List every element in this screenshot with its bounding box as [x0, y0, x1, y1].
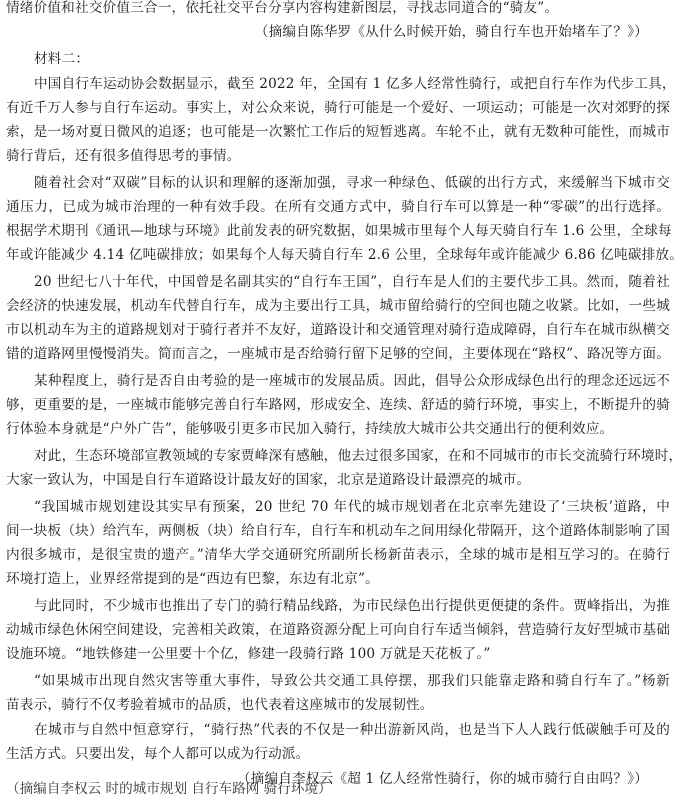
text-line: 环境打造上，业界经常提到的是“西边有巴黎，东边有北京”。	[6, 571, 379, 587]
text-line: 生活方式。只要出发，每个人都可以成为行动派。	[6, 746, 310, 762]
text-line: 有近千万人参与自行车运动。事实上，对公众来说，骑行可能是一个爱好、一项运动；可能是一次对郊野的探	[6, 100, 670, 116]
text-line: 内很多城市，是很宝贵的遗产。”清华大学交通研究所副所长杨新苗表示，全球的城市是相互学习的。在骑行	[6, 547, 670, 563]
text-line: 在城市与自然中恒意穿行，“骑行热”代表的不仅是一种出游新风尚，也是当下人人践行低碳触手可及的	[34, 722, 670, 738]
text-line: 错的道路网里慢慢消失。简而言之，一座城市是否给骑行留下足够的空间，主要体现在“路权”、路况等方面。	[6, 346, 670, 362]
text-line: 20 世纪七八十年代，中国曾是名副其实的“自行车王国”，自行车是人们的主要代步工具。然而，随着社	[34, 274, 670, 290]
text-line: 够，更重要的是，一座城市能够完善自行车路网，形成安全、连续、舒适的骑行环境，事实上，不断提升的骑	[6, 397, 670, 413]
section-heading: 材料二：	[34, 51, 90, 67]
source-citation: （摘编自陈华罗《从什么时候开始，骑自行车也开始堵车了？》）	[254, 24, 648, 40]
source-citation: （摘编自李权云《超 1 亿人经常性骑行，你的城市骑行自由吗？》）	[236, 771, 648, 787]
text-line: 大家一致认为，中国是自行车道路设计最友好的国家，北京是道路设计最漂亮的城市。	[6, 472, 531, 488]
text-line: 会经济的快速发展，机动车代替自行车，成为主要出行工具，城市留给骑行的空间也随之收紧。比如，一些城	[6, 298, 670, 314]
text-line: 通压力，已成为城市治理的一种有效手段。在所有交通方式中，骑自行车可以算是一种“零碳”的出行选择。	[6, 199, 670, 215]
text-line: 间一块板（块）给汽车，两侧板（块）给自行车，自行车和机动车之间用绿化带隔开，这个道路体制影响了国	[6, 523, 670, 539]
text-line: 情绪价值和社交价值三合一，依托社交平台分享内容构建新图层，寻找志同道合的“骑友”。	[6, 0, 559, 16]
text-line: 中国自行车运动协会数据显示，截至 2022 年，全国有 1 亿多人经常性骑行，或把自行车作为代步工具，	[34, 76, 676, 92]
text-line: 根据学术期刊《通讯—地球与环境》此前发表的研究数据，如果城市里每个人每天骑自行车 1.6 公里，全球每	[6, 223, 672, 239]
text-line: 与此同时，不少城市也推出了专门的骑行精品线路，为市民绿色出行提供更便捷的条件。贾峰指出，为推	[34, 598, 670, 614]
text-line: 设施环境。“地铁修建一公里要十个亿，修建一段骑行路 100 万就是天花板了。”	[6, 646, 491, 662]
text-line: 骑行背后，还有很多值得思考的事情。	[6, 148, 241, 164]
text-line: 随着社会对“双碳”目标的认识和理解的逐渐加强，寻求一种绿色、低碳的出行方式，来缓解当下城市交	[34, 175, 670, 191]
text-line: “如果城市出现自然灾害等重大事件，导致公共交通工具停摆，那我们只能靠走路和骑自行车了。”杨新	[34, 673, 670, 689]
text-line: 索，是一场对夏日微风的追逐；也可能是一次繁忙工作后的短暂逃离。车轮不止，就有无数种可能性，而城市	[6, 124, 670, 140]
text-line: 某种程度上，骑行是否自由考验的是一座城市的发展品质。因此，倡导公众形成绿色出行的理念还远远不	[34, 373, 670, 389]
text-line: 对此，生态环境部宣教领域的专家贾峰深有感触，他去过很多国家，在和不同城市的市长交流骑行环境时，	[34, 448, 683, 464]
text-line: 行体验本身就是“户外广告”，能够吸引更多市民加入骑行，持续放大城市公共交通出行的便利效应。	[6, 421, 614, 437]
text-line: 苗表示，骑行不仅考验着城市的品质，也代表着这座城市的发展韧性。	[6, 697, 434, 713]
truncated-line	[6, 781, 670, 799]
text-line: “我国城市规划建设其实早有预案，20 世纪 70 年代的城市规划者在北京率先建设了‘三块板’道路，中	[34, 499, 670, 515]
truncated-line-text: （摘编自李权云 时的城市规划 自行车路网 骑行环境）	[6, 781, 332, 797]
text-line: 动城市绿色休闲空间建设，完善相关政策，在道路资源分配上可向自行车适当倾斜，营造骑行友好型城市基础	[6, 622, 670, 638]
text-line: 市以机动车为主的道路规划对于骑行者并不友好，道路设计和交通管理对骑行造成障碍，自行车在城市纵横交	[6, 322, 670, 338]
text-line: 年或许能减少 4.14 亿吨碳排放；如果每个人每天骑自行车 2.6 公里，全球每年或许能减少 6.86 亿吨碳排放。	[6, 247, 683, 263]
